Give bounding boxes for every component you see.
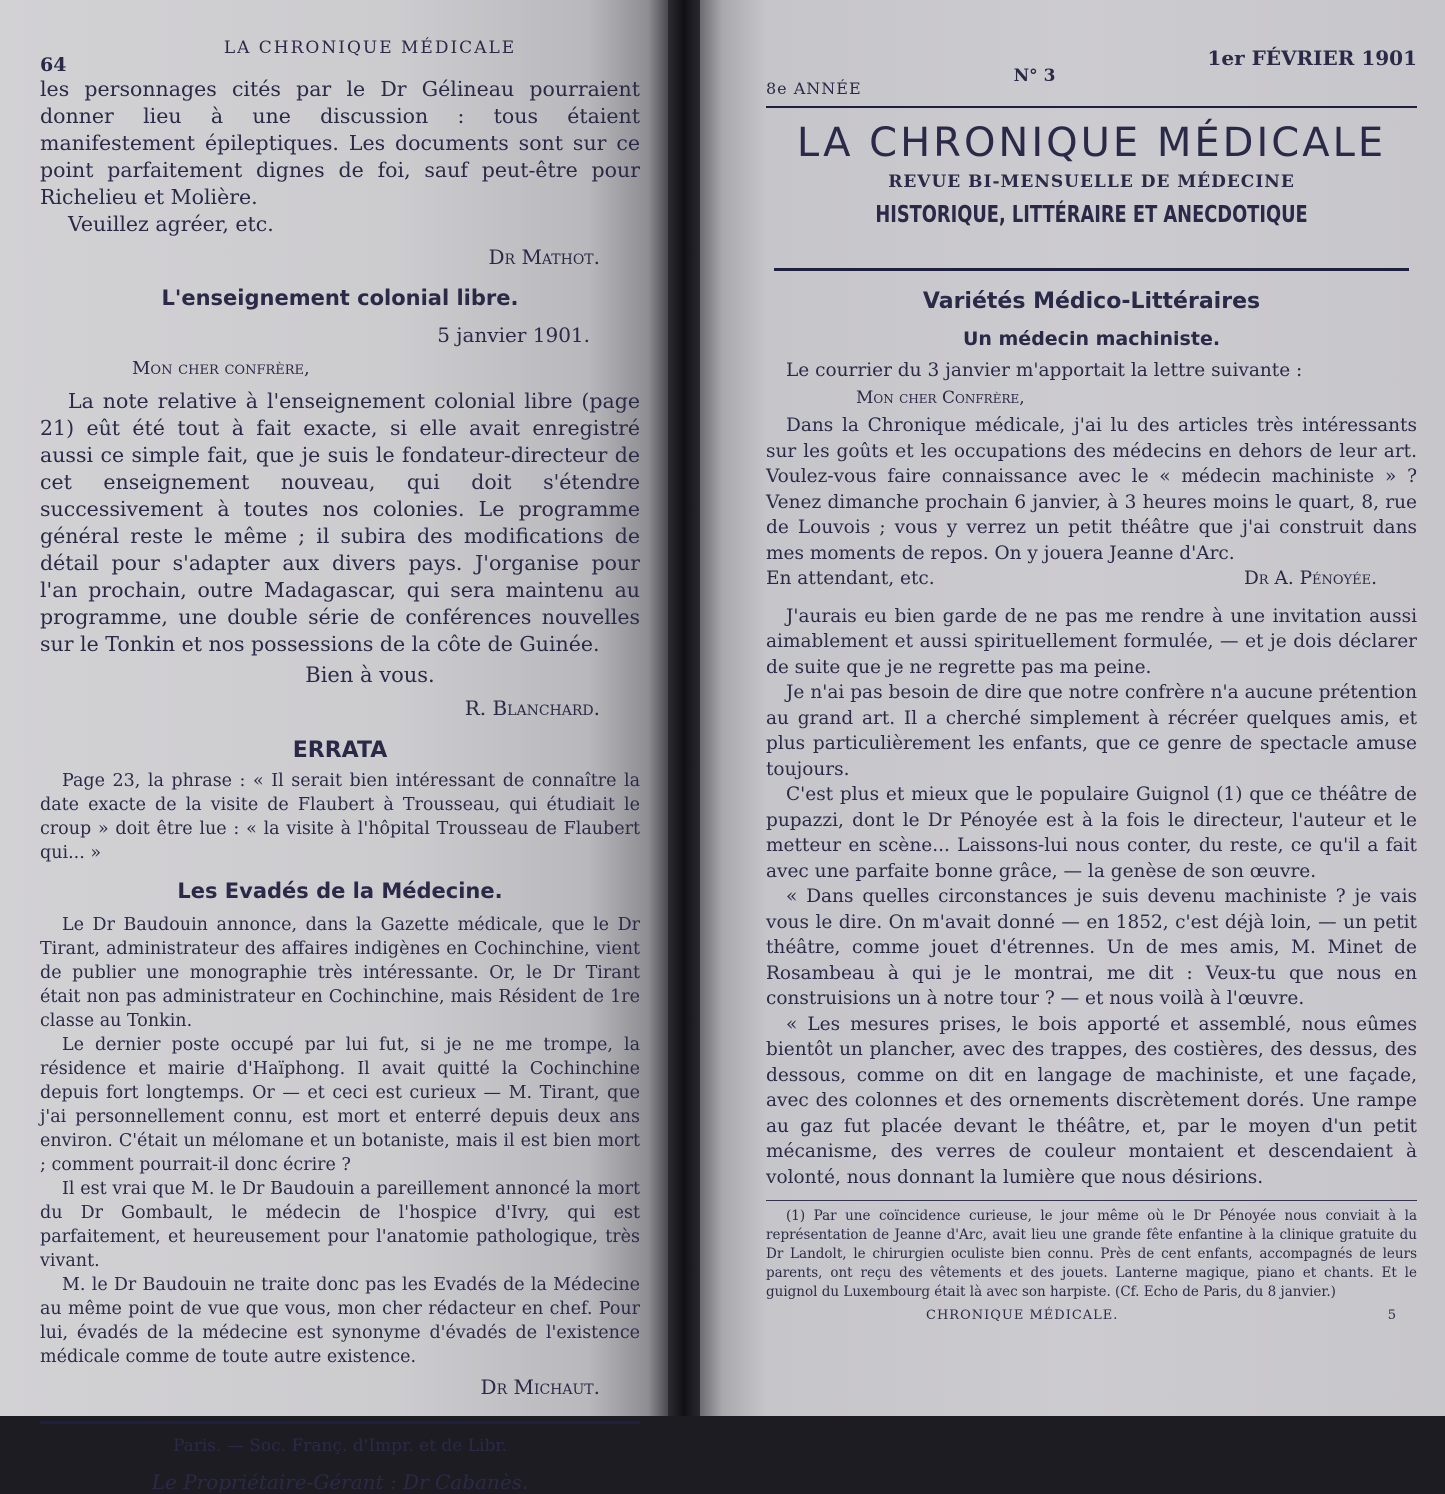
footnote-section <box>766 1207 1417 1302</box>
letter-signoff <box>766 566 1417 592</box>
evades-paragraph: M. le Dr Baudouin ne traite donc pas les Evadés de la Médecine au même point de vue que vous, mon cher rédacteur en chef. Pour lui, évadés de la médecine est synonyme d'évadés de l'existence médicale comme de toute autre existence. <box>40 1275 640 1367</box>
letter-date: 5 janvier 1901. <box>437 323 590 347</box>
journal-title: LA CHRONIQUE MÉDICALE <box>796 120 1387 166</box>
errata-section <box>40 769 640 865</box>
spacer <box>766 592 1417 604</box>
journal-subtitle: REVUE BI-MENSUELLE DE MÉDECINE <box>888 172 1295 192</box>
imprint: Paris. — Soc. Franç. d'Impr. et de Libr. <box>172 1436 508 1456</box>
footnote: (1) Par une coïncidence curieuse, le jour même où le Dr Pénoyée nous conviait à la représentation de Jeanne d'Arc, avait lieu une grande fête enfantine à la clinique gratuite du Dr Landolt, le chirurgien oculiste bien connu. Près de cent enfants, accompagnés de leurs parents, ont reçu des vêtements et des jouets. Lanterne magique, piano et chants. Et le guignol du Luxembourg était là avec son harpiste. (Cf. Echo de Paris, du 8 janvier.) <box>766 1208 1417 1300</box>
issue-date: 1er FÉVRIER 1901 <box>1207 46 1417 70</box>
issue-number: N° 3 <box>1013 66 1056 86</box>
penoyee-signature: Dr A. Pénoyée. <box>1243 568 1377 589</box>
section-title-evades: Les Evadés de la Médecine. <box>177 879 503 903</box>
article-paragraph: J'aurais eu bien garde de ne pas me rendre à une invitation aussi aimablement et aussi spirituellement formulée, — et je dois déclarer de suite que je ne regrette pas ma peine. <box>766 605 1417 678</box>
intro-paragraph: les personnages cités par le Dr Gélineau pourraient donner lieu à une discussion : tous étaient manifestement épileptiques. Les documents sont sur ce point parfaitement dignes de foi, sauf peut-être pour Richelieu et Molière. <box>40 77 640 209</box>
rubric-title: Variétés Médico-Littéraires <box>922 289 1261 314</box>
blanchard-signature: R. Blanchard. <box>464 696 600 720</box>
evades-paragraph: Le dernier poste occupé par lui fut, si je ne me trompe, la résidence et mairie d'Haïphong. Il avait quitté la Cochinchine depuis fort longtemps. Or — et ceci est curieux — M. Tirant, que j'ai personnellement connu, est mort et enterré depuis deux ans environ. C'était un mélomane et un botaniste, mais il est bien mort ; comment pourrait-il donc écrire ? <box>40 1035 640 1175</box>
masthead-rule <box>766 106 1417 108</box>
enseignement-body: La note relative à l'enseignement colonial libre (page 21) eût été tout à fait exacte, si elle avait enregistré aussi ce simple fait, que je suis le fondateur-directeur de cet enseignement nouveau, qui doit s'étendre successivement à toutes nos colonies. Le programme général reste le même ; il subira des modifications de détail pour s'adapter aux divers pays. J'organise pour l'an prochain, outre Madagascar, qui sera maintenu au programme, une double série de conférences nouvelles sur le Tonkin et nos possessions de la côte de Guinée. <box>40 389 640 656</box>
book-gutter <box>668 0 700 1416</box>
article-intro: Le courrier du 3 janvier m'apportait la lettre suivante : <box>786 360 1303 381</box>
running-foot-label: CHRONIQUE MÉDICALE. <box>926 1308 1119 1323</box>
masthead-bottom-rule <box>774 268 1409 271</box>
running-head: LA CHRONIQUE MÉDICALE <box>223 38 517 58</box>
journal-subtitle-2: HISTORIQUE, LITTÉRAIRE ET ANECDOTIQUE <box>875 202 1308 228</box>
michaut-signature: Dr Michaut. <box>480 1375 600 1399</box>
intro-closing: Veuillez agréer, etc. <box>68 212 274 236</box>
article-paragraph: Je n'ai pas besoin de dire que notre confrère n'a aucune prétention au grand art. Il a cherché simplement à récréer quelques amis, et plus particulièrement les enfants, que ce genre de spectacle amuse toujours. <box>766 682 1417 780</box>
section-title-enseignement: L'enseignement colonial libre. <box>161 286 519 310</box>
article-title: Un médecin machiniste. <box>962 328 1221 350</box>
errata-body: Page 23, la phrase : « Il serait bien intéressant de connaître la date exacte de la visite de Flaubert à Trousseau, qui étudiait le croup » doit être lue : « la visite à l'hôpital Trousseau de Flaubert qui... » <box>40 771 640 863</box>
left-body <box>40 76 640 722</box>
letter-closing: Bien à vous. <box>305 663 435 687</box>
right-page <box>700 0 1445 1416</box>
evades-section <box>40 913 640 1369</box>
left-page <box>0 0 668 1494</box>
footnote-rule <box>766 1200 1417 1201</box>
intro-signature: Dr Mathot. <box>488 245 600 269</box>
letter-body: Dans la Chronique médicale, j'ai lu des articles très intéressants sur les goûts et les occupations des médecins en dehors de leur art. Voulez-vous faire connaissance avec le « médecin machiniste » ? Venez dimanche prochain 6 janvier, à 3 heures moins le quart, 8, rue de Louvois ; vous y verrez un petit théâtre que j'ai construit dans mes moments de repos. On y jouera Jeanne d'Arc. <box>766 415 1417 564</box>
masthead-top <box>766 46 1417 98</box>
letter-salutation: Mon cher Confrère, <box>856 387 1025 408</box>
gerant-line: Le Propriétaire-Gérant : Dr Cabanès. <box>151 1470 529 1494</box>
errata-title: ERRATA <box>292 738 388 763</box>
right-body <box>766 358 1417 1190</box>
evades-paragraph: Le Dr Baudouin annonce, dans la Gazette médicale, que le Dr Tirant, administrateur des affaires indigènes en Cochinchine, vient de publier une monographie très intéressante. Or, le Dr Tirant était non pas administrateur en Cochinchine, mais Résident de 1re classe au Tonkin. <box>40 915 640 1031</box>
article-paragraph: « Dans quelles circonstances je suis devenu machiniste ? je vais vous le dire. On m'avait donné — en 1852, c'est déjà loin, — un petit théâtre, comme jouet d'étrennes. Un de mes amis, M. Minet de Rosambeau à qui je le montrai, me dit : Veux-tu que nous en construisions un à notre tour ? — et nous voilà à l'œuvre. <box>766 886 1417 1009</box>
page-number: 64 <box>40 54 67 76</box>
running-foot <box>766 1308 1417 1323</box>
evades-paragraph: Il est vrai que M. le Dr Baudouin a pareillement annoncé la mort du Dr Gombault, le médecin de l'hospice d'Ivry, qui est parfaitement, et heureusement pour l'anatomie pathologique, très vivant. <box>40 1179 640 1271</box>
article-paragraph: « Les mesures prises, le bois apporté et assemblé, nous eûmes bientôt un plancher, avec des trappes, des costières, des dessus, des dessous, comme on dit en langage de machiniste, et une façade, avec des colonnes et des ornements discrètement dorés. Une rampe au gaz fut placée devant le théâtre, et, par le moyen d'un petit mécanisme, des verres de couleur montaient et descendaient à volonté, nous donnant la lumière que nous désirions. <box>766 1013 1417 1188</box>
article-paragraph: C'est plus et mieux que le populaire Guignol (1) que ce théâtre de pupazzi, dont le Dr Pénoyée est à la fois le directeur, l'auteur et le metteur en scène... Laissons-lui nous conter, du reste, ce qu'il a fait avec une parfaite bonne grâce, — la genèse de son œuvre. <box>766 784 1417 882</box>
bottom-rule <box>40 1421 640 1424</box>
year-label: 8e ANNÉE <box>766 79 862 98</box>
letter-salutation: Mon cher confrère, <box>132 358 310 379</box>
signature-mark: 5 <box>1387 1308 1397 1323</box>
letter-closing: En attendant, etc. <box>766 568 935 589</box>
